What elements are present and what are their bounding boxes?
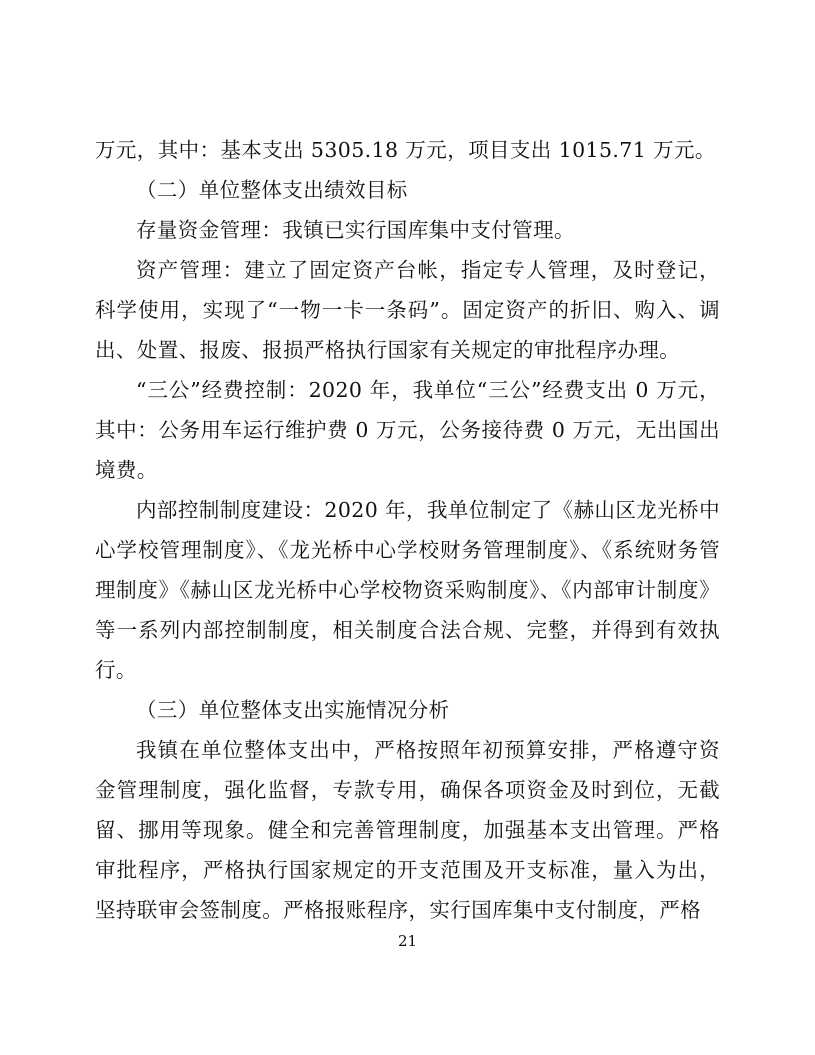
page-number: 21 (397, 932, 418, 950)
document-body (95, 130, 720, 930)
paragraph-stock-fund-management: 存量资金管理：我镇已实行国库集中支付管理。 (136, 218, 575, 242)
paragraph-internal-control-system: 内部控制制度建设：2020 年，我单位制定了《赫山区龙光桥中心学校管理制度》、《龙光桥中心学校财务管理制度》、《系统财务管理制度》《赫山区龙光桥中心学校物资采购制度》、《内部审计制度》等一系列内部控制制度，相关制度合法合规、完整，并得到有效执行。 (95, 498, 720, 682)
paragraph-section-heading-2: （二）单位整体支出绩效目标 (136, 178, 408, 202)
paragraph-section-heading-3: （三）单位整体支出实施情况分析 (136, 698, 450, 722)
paragraph-three-public-expense-control: “三公”经费控制：2020 年，我单位“三公”经费支出 0 万元，其中：公务用车运行维护费 0 万元，公务接待费 0 万元，无出国出境费。 (95, 378, 720, 482)
paragraph-asset-management: 资产管理：建立了固定资产台帐，指定专人管理，及时登记，科学使用，实现了“一物一卡一条码”。固定资产的折旧、购入、调出、处置、报废、报损严格执行国家有关规定的审批程序办理。 (95, 258, 720, 362)
paragraph-continuation: 万元，其中：基本支出 5305.18 万元，项目支出 1015.71 万元。 (95, 138, 716, 162)
paragraph-expenditure-implementation-analysis: 我镇在单位整体支出中，严格按照年初预算安排，严格遵守资金管理制度，强化监督，专款专用，确保各项资金及时到位，无截留、挪用等现象。健全和完善管理制度，加强基本支出管理。严格审批程序，严格执行国家规定的开支范围及开支标准，量入为出，坚持联审会签制度。严格报账程序，实行国库集中支付制度，严格 (95, 738, 720, 922)
